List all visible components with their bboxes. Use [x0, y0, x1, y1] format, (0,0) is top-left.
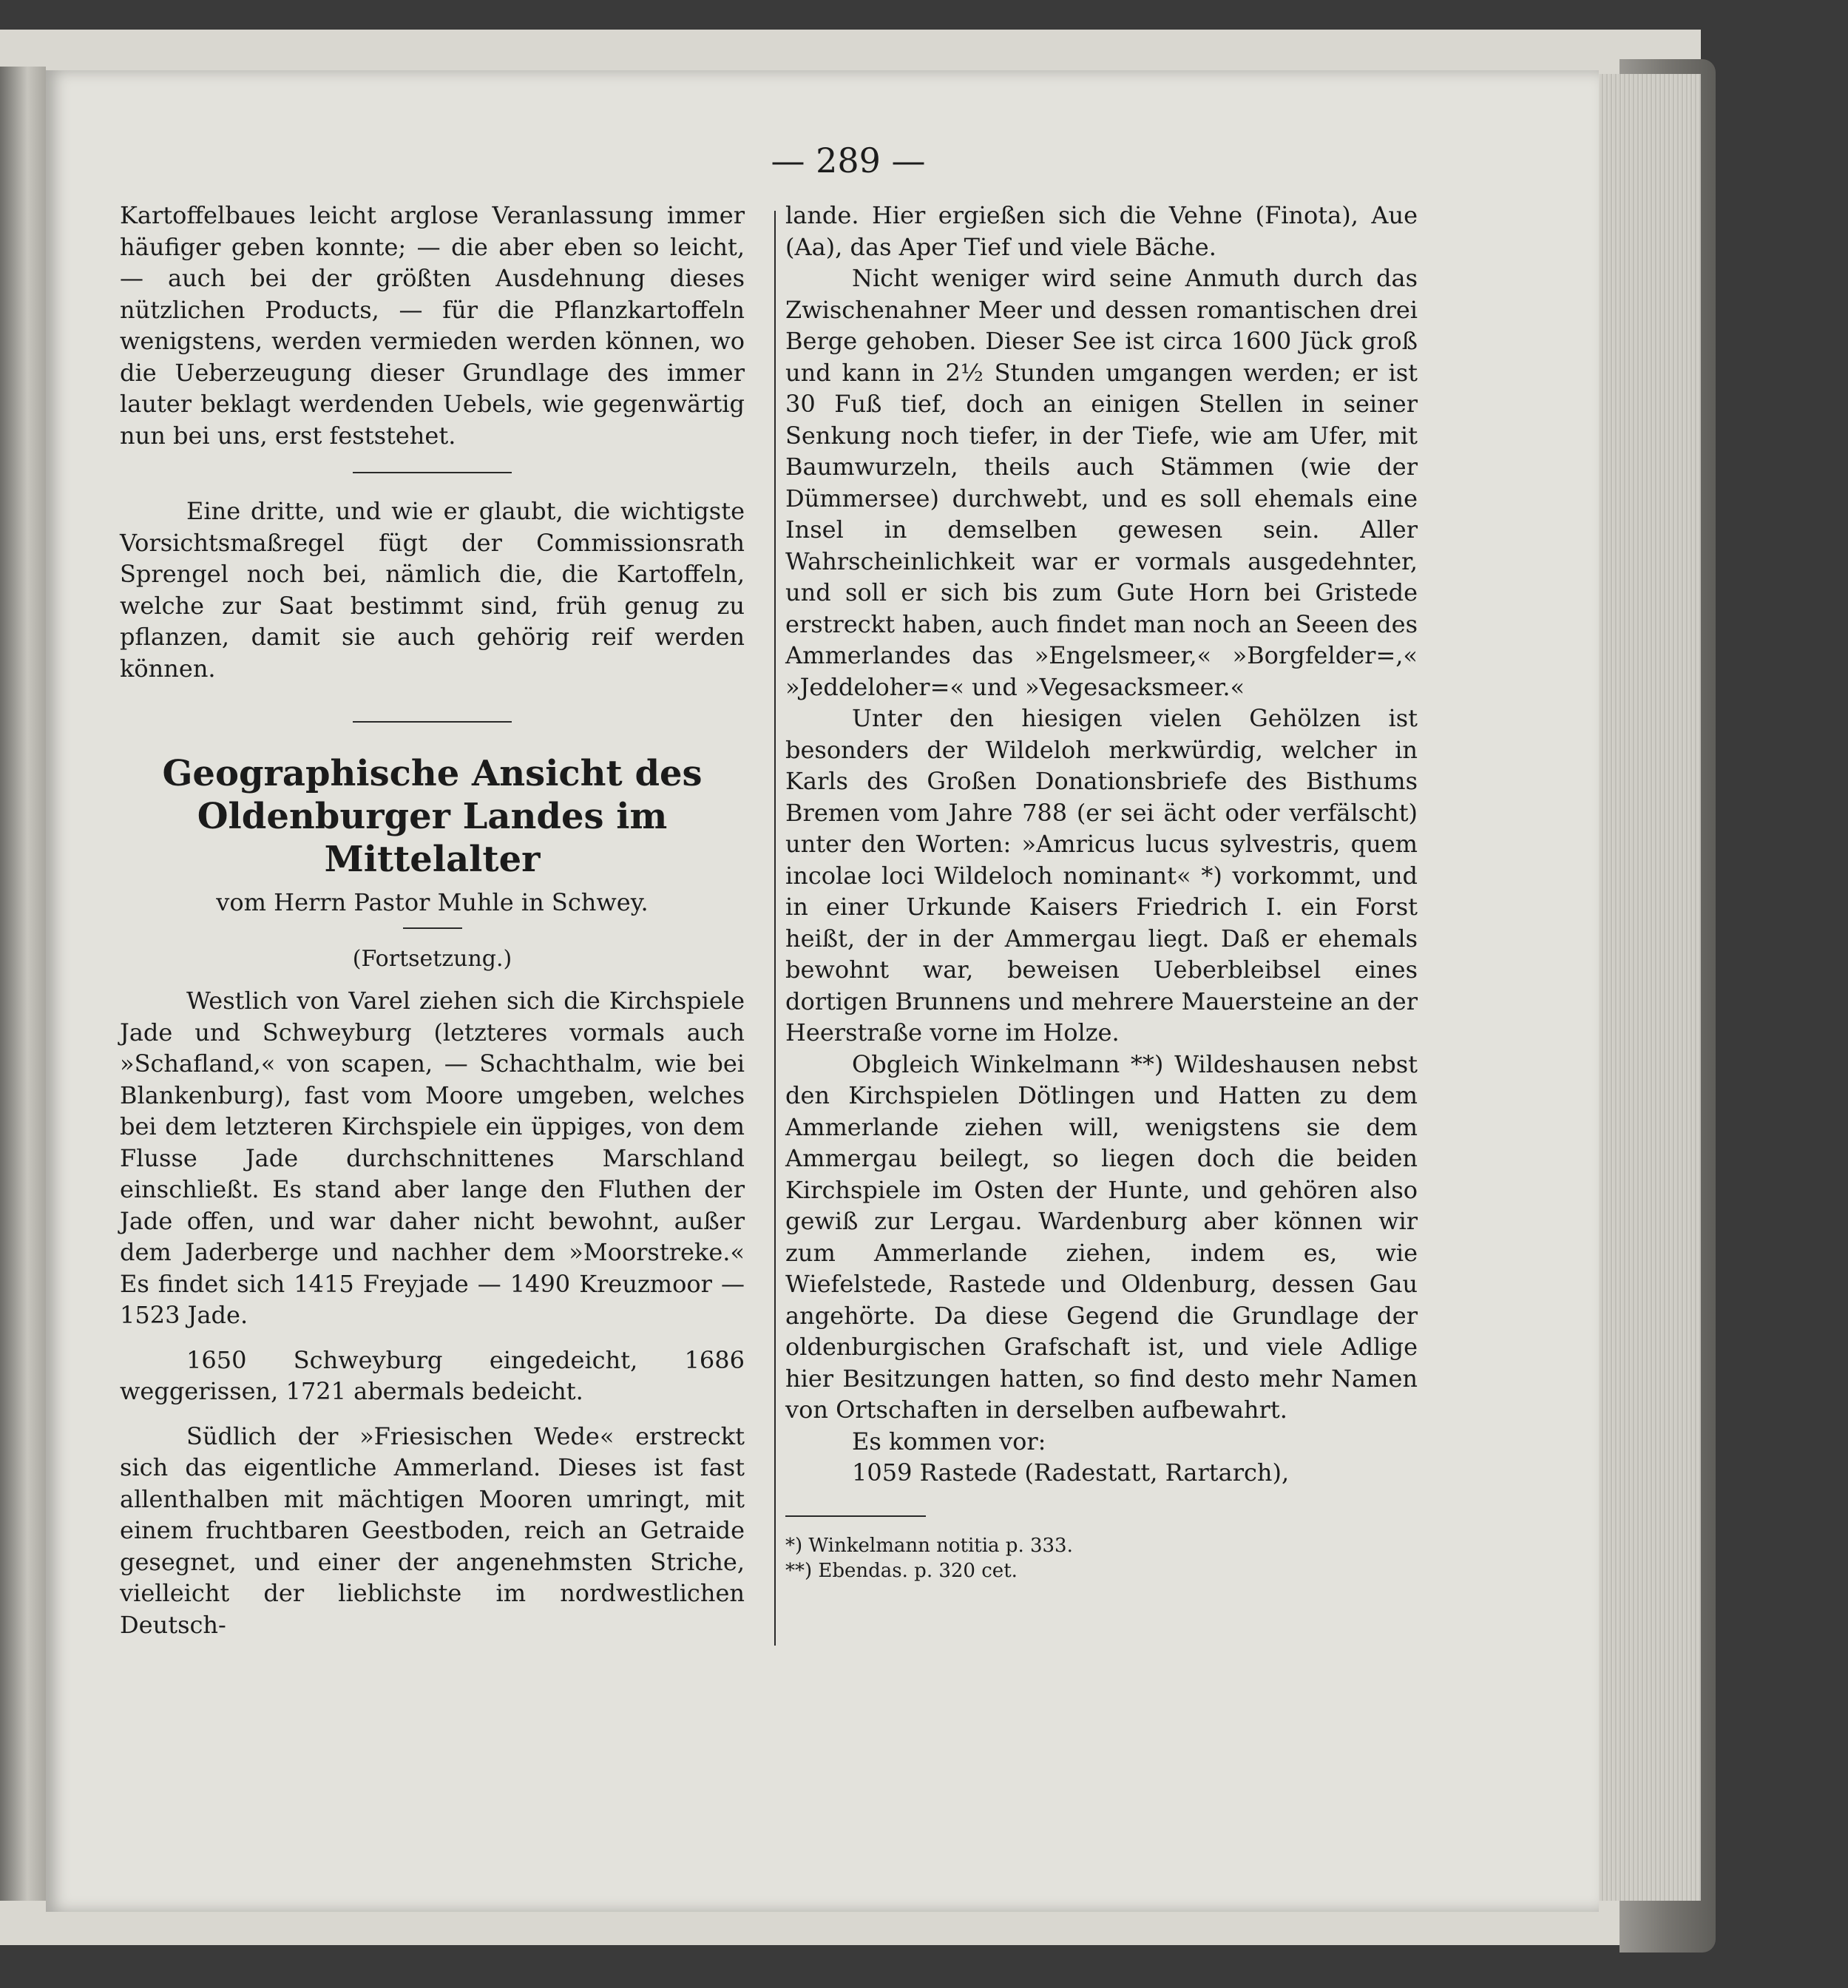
left-paragraph-2: Eine dritte, und wie er glaubt, die wichtigste Vorsichtsmaßregel fügt der Commissionsrath Sprengel noch bei, nämlich die, die Kartoffeln, welche zur Saat bestimmt sind, früh genug zu pflanzen, damit sie auch gehörig reif werden können.	[120, 497, 745, 683]
left-paragraph-3: Westlich von Varel ziehen sich die Kirchspiele Jade und Schweyburg (letzteres vormals auch »Schafland,« von scapen, — Schachthalm, wie bei Blankenburg), fast vom Moore umgeben, welches bei dem letzteren Kirchspiele ein üppiges, von dem Flusse Jade durchschnittenes Marschland einschließt. Es stand aber lange den Fluthen der Jade offen, und war daher nicht bewohnt, außer dem Jaderberge und nachher dem »Moorstreke.« Es findet sich 1415 Freyjade — 1490 Kreuzmoor — 1523 Jade.	[120, 987, 745, 1329]
footnote-2: **) Ebendas. p. 320 cet.	[785, 1559, 1018, 1582]
left-paragraph-5: Südlich der »Friesischen Wede« erstreckt sich das eigentliche Ammerland. Dieses ist fast allenthalben mit mächtigen Mooren umringt, mit einem fruchtbaren Geestboden, reich an Getraide gesegnet, und einer der angenehmsten Striche, vielleicht der lieblichste im nordwestlichen Deutsch-	[120, 1421, 745, 1639]
right-paragraph-2: Nicht weniger wird seine Anmuth durch das Zwischenahner Meer und dessen romantischen drei Berge gehoben. Dieser See ist circa 1600 Jück groß und kann in 2½ Stunden umgangen werden; er ist 30 Fuß tief, doch an einigen Stellen in seiner Senkung noch tiefer, in der Tiefe, wie am Ufer, mit Baumwurzeln, theils auch Stämmen (wie der Dümmersee) durchwebt, und es soll ehemals eine Insel in demselben gewesen sein. Aller Wahrscheinlichkeit war er vormals ausgedehnter, und soll er sich bis zum Gute Horn bei Gristede erstreckt haben, auch findet man noch an Seeen des Ammerlandes das »Engelsmeer,« »Borgfelder=,« »Jeddeloher=« und »Vegesacksmeer.«	[785, 264, 1418, 701]
section-rule	[353, 472, 512, 473]
left-paragraph-4: 1650 Schweyburg eingedeicht, 1686 weggerissen, 1721 abermals bedeicht.	[120, 1345, 745, 1405]
right-paragraph-4: Obgleich Winkelmann **) Wildeshausen nebst den Kirchspielen Dötlingen und Hatten zu dem Ammerlande ziehen will, wenigstens sie dem Ammergau beilegt, so liegen doch die beiden Kirchspiele im Osten der Hunte, und gehören also gewiß zur Lergau. Wardenburg aber können wir zum Ammerlande ziehen, indem es, wie Wiefelstede, Rastede und Oldenburg, dessen Gau angehörte. Da diese Gegend die Grundlage der oldenburgischen Grafschaft ist, und viele Adlige hier Besitzungen hatten, so find desto mehr Namen von Ortschaften in derselben aufbewahrt.	[785, 1049, 1418, 1424]
page-number: — 289 —	[771, 141, 926, 180]
left-column	[120, 200, 745, 1640]
page	[46, 70, 1599, 1912]
right-column	[785, 200, 1418, 1583]
right-paragraph-6: 1059 Rastede (Radestatt, Rartarch),	[852, 1458, 1290, 1487]
left-page-edge	[0, 67, 46, 1901]
column-divider	[774, 211, 776, 1646]
footnote-1: *) Winkelmann notitia p. 333.	[785, 1534, 1073, 1557]
book	[0, 30, 1701, 1945]
right-paragraph-1: lande. Hier ergießen sich die Vehne (Finota), Aue (Aa), das Aper Tief und viele Bäche.	[785, 201, 1418, 261]
footnote-rule	[785, 1515, 926, 1517]
continuation-note: (Fortsetzung.)	[352, 945, 512, 972]
article-heading: Geographische Ansicht des Oldenburger Landes im Mittelalter	[162, 753, 703, 880]
article-byline: vom Herrn Pastor Muhle in Schwey.	[216, 888, 649, 916]
short-rule	[403, 927, 462, 929]
right-paragraph-5: Es kommen vor:	[852, 1427, 1046, 1456]
left-paragraph-1: Kartoffelbaues leicht arglose Veranlassung immer häufiger geben konnte; — die aber eben so leicht, — auch bei der größten Ausdehnung dieses nützlichen Products, — für die Pflanzkartoffeln wenigstens, werden vermieden werden können, wo die Ueberzeugung dieser Grundlage des immer lauter beklagt werdenden Uebels, wie gegenwärtig nun bei uns, erst feststehet.	[120, 201, 745, 450]
right-paragraph-3: Unter den hiesigen vielen Gehölzen ist besonders der Wildeloh merkwürdig, welcher in Karls des Großen Donationsbriefe des Bisthums Bremen vom Jahre 788 (er sei ächt oder verfälscht) unter den Worten: »Amricus lucus sylvestris, quem incolae loci Wildeloch nominant« *) vorkommt, und in einer Urkunde Kaisers Friedrich I. ein Forst heißt, der in der Ammergau liegt. Daß er ehemals bewohnt war, beweisen Ueberbleibsel eines dortigen Brunnens und mehrere Mauersteine an der Heerstraße vorne im Holze.	[785, 704, 1418, 1047]
section-rule	[353, 721, 512, 723]
